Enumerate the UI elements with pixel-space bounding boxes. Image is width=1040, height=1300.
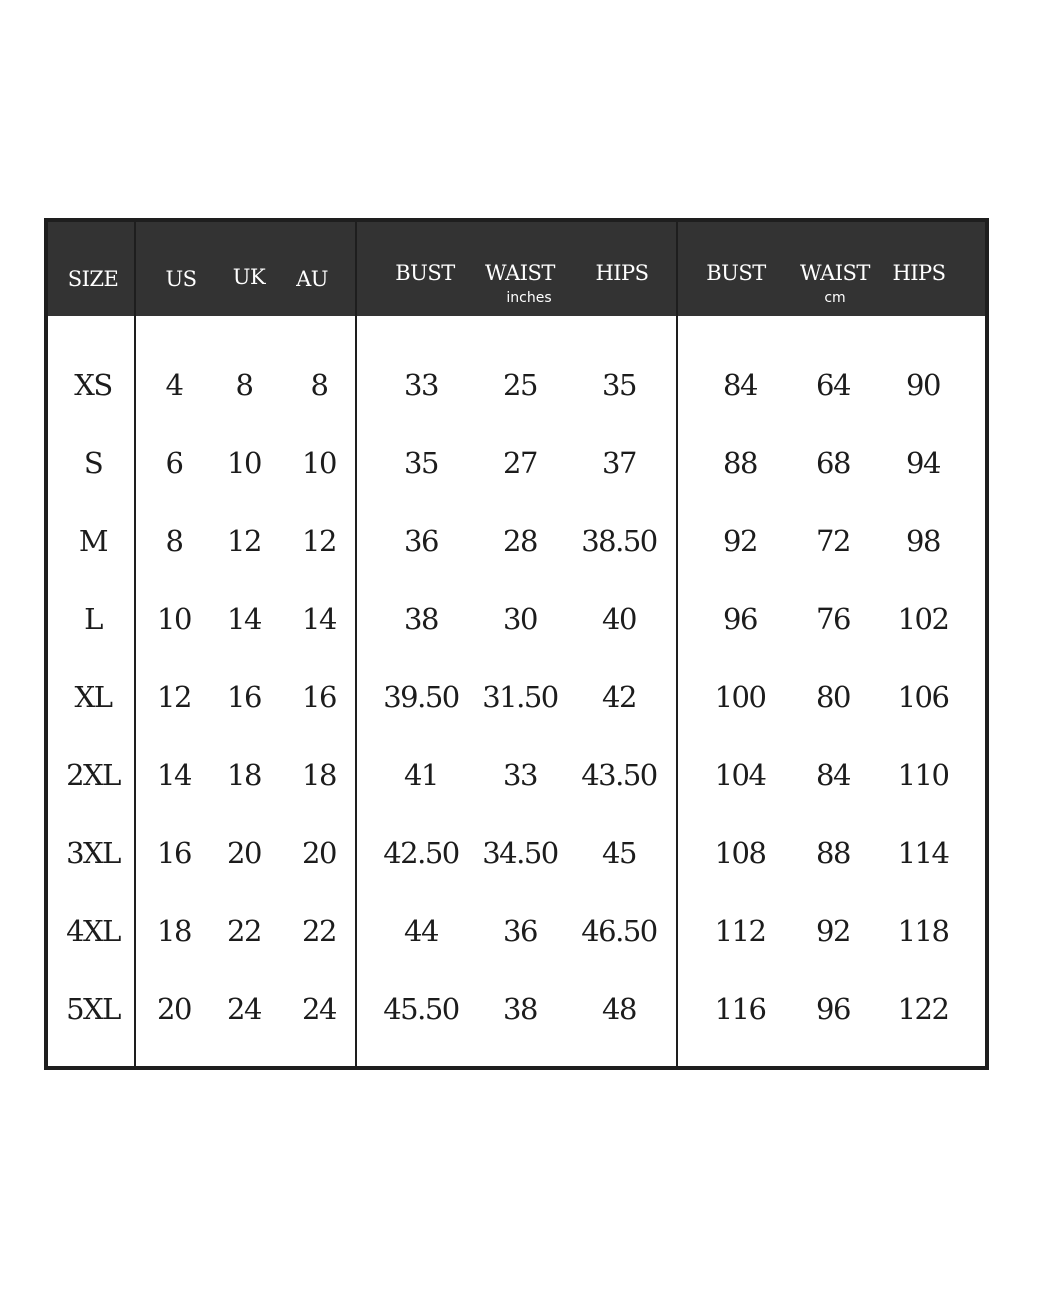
cell-bust-inches: 35 (404, 446, 438, 480)
header-au: AU (296, 267, 328, 291)
cell-bust-inches: 42.50 (383, 836, 459, 870)
cell-bust-inches: 39.50 (383, 680, 459, 714)
cell-waist-inches: 33 (503, 758, 537, 792)
cell-au: 24 (302, 992, 336, 1026)
cell-au: 20 (302, 836, 336, 870)
cell-hips-inches: 45 (602, 836, 636, 870)
cell-uk: 12 (227, 524, 261, 558)
cell-waist-cm: 80 (816, 680, 850, 714)
table-row (48, 424, 985, 502)
cell-us: 18 (157, 914, 191, 948)
header-bust-inches: BUST (395, 261, 455, 285)
cell-bust-inches: 45.50 (383, 992, 459, 1026)
cell-bust-cm: 104 (714, 758, 766, 792)
cell-bust-cm: 84 (723, 368, 757, 402)
cell-hips-inches: 35 (602, 368, 636, 402)
header-unit-inches: inches (506, 290, 552, 306)
cell-waist-cm: 96 (816, 992, 850, 1026)
cell-uk: 10 (227, 446, 261, 480)
header-unit-cm: cm (824, 290, 846, 306)
cell-hips-inches: 42 (602, 680, 636, 714)
cell-waist-cm: 84 (816, 758, 850, 792)
cell-hips-inches: 37 (602, 446, 636, 480)
cell-au: 14 (302, 602, 336, 636)
cell-size: 5XL (66, 992, 120, 1026)
cell-size: S (83, 446, 103, 480)
cell-us: 14 (157, 758, 191, 792)
cell-size: 4XL (66, 914, 120, 948)
cell-waist-cm: 68 (816, 446, 850, 480)
cell-uk: 18 (227, 758, 261, 792)
cell-size: 2XL (66, 758, 120, 792)
header-waist-inches: WAIST (485, 261, 555, 285)
cell-waist-inches: 31.50 (482, 680, 558, 714)
cell-bust-cm: 88 (723, 446, 757, 480)
cell-waist-inches: 25 (503, 368, 537, 402)
header-us: US (165, 267, 197, 291)
cell-waist-cm: 64 (816, 368, 850, 402)
cell-hips-cm: 114 (897, 836, 949, 870)
cell-hips-cm: 98 (906, 524, 940, 558)
table-row (48, 502, 985, 580)
cell-waist-inches: 34.50 (482, 836, 558, 870)
cell-hips-inches: 40 (602, 602, 636, 636)
cell-uk: 16 (227, 680, 261, 714)
table-row (48, 658, 985, 736)
size-chart (44, 218, 989, 1070)
header-hips-cm: HIPS (892, 261, 946, 285)
cell-waist-cm: 92 (816, 914, 850, 948)
header-waist-cm: WAIST (800, 261, 870, 285)
size-chart-header (48, 222, 985, 316)
table-row (48, 580, 985, 658)
cell-waist-inches: 27 (503, 446, 537, 480)
cell-uk: 24 (227, 992, 261, 1026)
cell-hips-inches: 38.50 (581, 524, 657, 558)
cell-au: 18 (302, 758, 336, 792)
cell-us: 20 (157, 992, 191, 1026)
table-row (48, 814, 985, 892)
cell-bust-cm: 100 (714, 680, 766, 714)
table-row (48, 970, 985, 1048)
cell-bust-inches: 38 (404, 602, 438, 636)
cell-waist-inches: 36 (503, 914, 537, 948)
cell-size: XL (74, 680, 112, 714)
cell-waist-inches: 28 (503, 524, 537, 558)
header-size: SIZE (67, 267, 119, 291)
cell-hips-cm: 102 (897, 602, 949, 636)
cell-bust-inches: 33 (404, 368, 438, 402)
cell-hips-inches: 48 (602, 992, 636, 1026)
cell-waist-cm: 76 (816, 602, 850, 636)
cell-us: 10 (157, 602, 191, 636)
cell-hips-cm: 110 (897, 758, 949, 792)
table-row (48, 346, 985, 424)
cell-uk: 20 (227, 836, 261, 870)
cell-bust-cm: 112 (714, 914, 766, 948)
cell-bust-cm: 116 (714, 992, 766, 1026)
cell-hips-cm: 106 (897, 680, 949, 714)
cell-bust-inches: 44 (404, 914, 438, 948)
table-row (48, 736, 985, 814)
cell-bust-inches: 41 (404, 758, 438, 792)
cell-size: M (78, 524, 108, 558)
cell-bust-inches: 36 (404, 524, 438, 558)
cell-au: 12 (302, 524, 336, 558)
cell-size: XS (74, 368, 112, 402)
cell-hips-cm: 94 (906, 446, 940, 480)
table-row (48, 892, 985, 970)
header-hips-inches: HIPS (595, 261, 649, 285)
cell-size: L (84, 602, 102, 636)
cell-bust-cm: 96 (723, 602, 757, 636)
cell-us: 16 (157, 836, 191, 870)
cell-waist-inches: 30 (503, 602, 537, 636)
cell-hips-cm: 118 (897, 914, 949, 948)
cell-us: 6 (165, 446, 183, 480)
cell-hips-cm: 90 (906, 368, 940, 402)
cell-us: 8 (165, 524, 183, 558)
cell-au: 16 (302, 680, 336, 714)
cell-au: 8 (310, 368, 328, 402)
cell-waist-cm: 72 (816, 524, 850, 558)
cell-uk: 14 (227, 602, 261, 636)
cell-au: 10 (302, 446, 336, 480)
cell-bust-cm: 108 (714, 836, 766, 870)
cell-size: 3XL (66, 836, 120, 870)
header-bust-cm: BUST (706, 261, 766, 285)
cell-waist-inches: 38 (503, 992, 537, 1026)
cell-hips-inches: 46.50 (581, 914, 657, 948)
cell-uk: 22 (227, 914, 261, 948)
cell-waist-cm: 88 (816, 836, 850, 870)
cell-us: 12 (157, 680, 191, 714)
cell-hips-inches: 43.50 (581, 758, 657, 792)
cell-bust-cm: 92 (723, 524, 757, 558)
cell-hips-cm: 122 (897, 992, 949, 1026)
header-uk: UK (232, 265, 266, 289)
cell-us: 4 (165, 368, 183, 402)
cell-au: 22 (302, 914, 336, 948)
cell-uk: 8 (235, 368, 253, 402)
